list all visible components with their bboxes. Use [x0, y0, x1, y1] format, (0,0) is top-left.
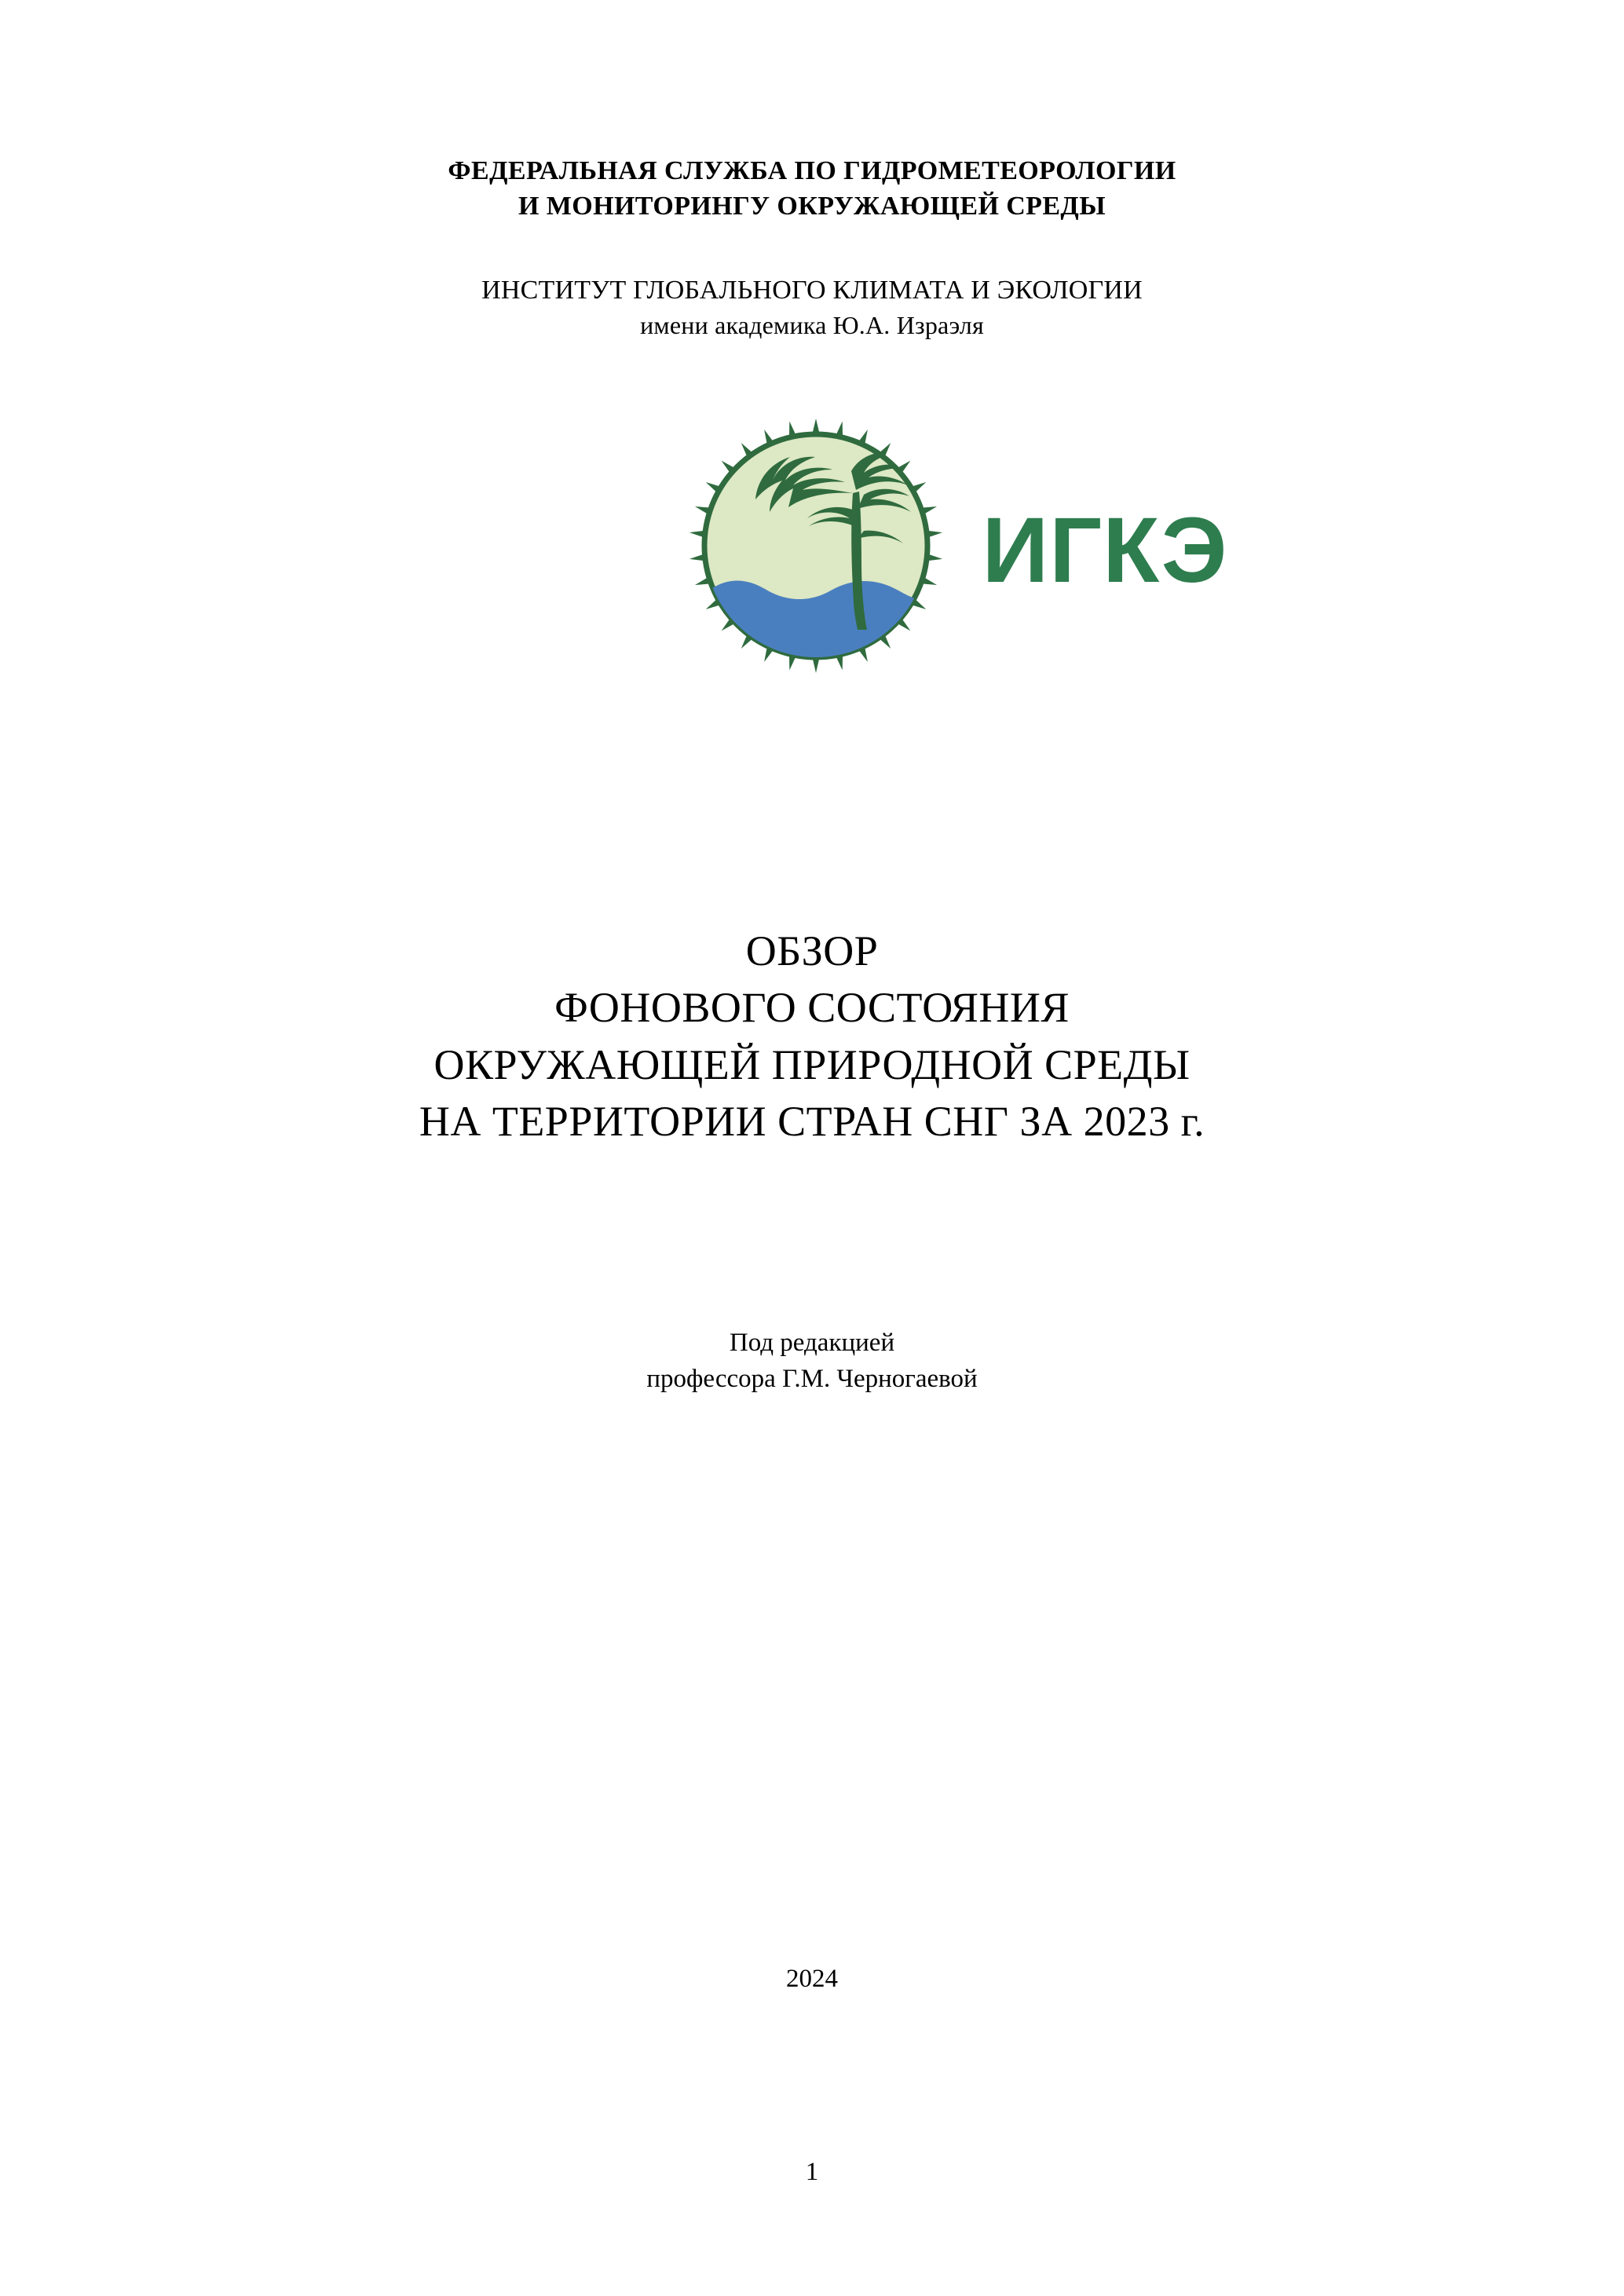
title-line-2: ФОНОВОГО СОСТОЯНИЯ [554, 984, 1070, 1032]
institute-name-line-1: ИНСТИТУТ ГЛОБАЛЬНОГО КЛИМАТА И ЭКОЛОГИИ [481, 275, 1143, 305]
editor-credit [0, 1325, 1624, 1397]
logo [0, 408, 1624, 683]
publication-year: 2024 [786, 1965, 838, 1993]
title-line-1: ОБЗОР [745, 927, 879, 974]
page-number: 1 [805, 2158, 819, 2186]
agency-name-line-2: И МОНИТОРИНГУ ОКРУЖАЮЩЕЙ СРЕДЫ [518, 191, 1106, 221]
institute-name-line-2: имени академика Ю.А. Израэля [640, 310, 984, 339]
document-header [0, 154, 1624, 342]
editor-label: Под редакцией [729, 1329, 895, 1357]
title-line-4: НА ТЕРРИТОРИИ СТРАН СНГ ЗА 2023 г. [419, 1098, 1205, 1146]
editor-name: профессора Г.М. Черногаевой [646, 1364, 978, 1393]
logo-inner [671, 408, 1227, 683]
tree-in-circle-logo-icon [671, 408, 961, 683]
agency-name-line-1: ФЕДЕРАЛЬНАЯ СЛУЖБА ПО ГИДРОМЕТЕОРОЛОГИИ [448, 156, 1176, 185]
logo-abbreviation: ИГКЭ [982, 499, 1228, 602]
page-title [0, 923, 1624, 1150]
institute-name [0, 273, 1624, 342]
title-line-3: ОКРУЖАЮЩЕЙ ПРИРОДНОЙ СРЕДЫ [433, 1040, 1191, 1088]
